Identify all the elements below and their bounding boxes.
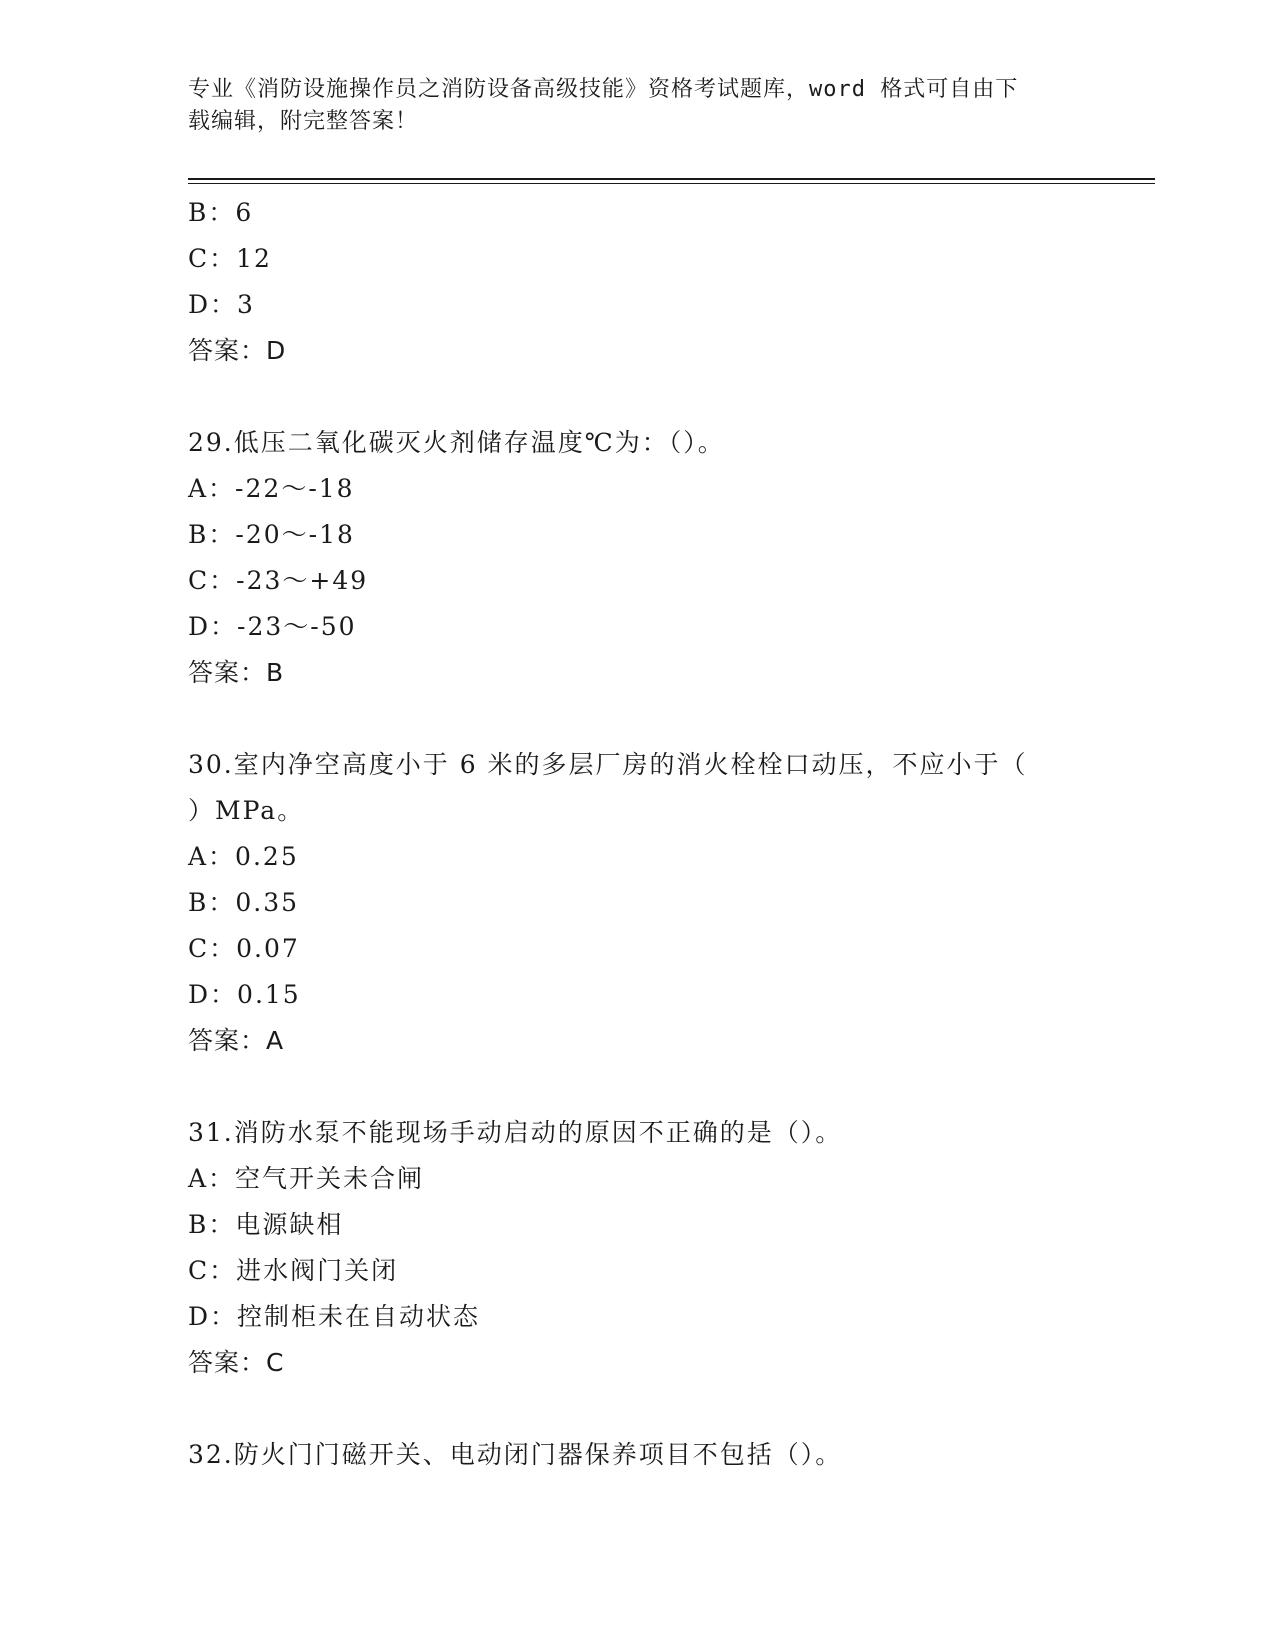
header-rule-thin: [188, 183, 1155, 184]
option-d: D：-23～-50: [188, 612, 357, 641]
header-rule-thick: [188, 178, 1155, 180]
option-c: C：进水阀门关闭: [188, 1256, 399, 1285]
option-d: D：0.15: [188, 980, 301, 1009]
option-b: B：电源缺相: [188, 1210, 344, 1239]
option-b: B：-20～-18: [188, 520, 355, 549]
option-d: D：3: [188, 290, 255, 319]
partial-question: [188, 190, 1088, 374]
question-list: [188, 190, 1088, 1478]
header-line-1: 专业《消防设施操作员之消防设备高级技能》资格考试题库，word 格式可自由下: [188, 77, 1019, 102]
question-text: 29.低压二氧化碳灭火剂储存温度℃为：（）。: [188, 428, 725, 457]
question-31: [188, 1110, 1088, 1386]
answer: 答案：C: [188, 1348, 285, 1377]
spacer: [188, 1386, 1088, 1432]
spacer: [188, 374, 1088, 420]
question-text: 32.防火门门磁开关、电动闭门器保养项目不包括（）。: [188, 1440, 843, 1469]
option-b: B：6: [188, 198, 254, 227]
option-d: D：控制柜未在自动状态: [188, 1302, 481, 1331]
answer: 答案：A: [188, 1026, 285, 1055]
option-c: C：-23～+49: [188, 566, 369, 595]
answer: 答案：D: [188, 336, 287, 365]
question-29: [188, 420, 1088, 696]
option-a: A：空气开关未合闸: [188, 1164, 425, 1193]
question-30: [188, 742, 1088, 1064]
spacer: [188, 696, 1088, 742]
document-header: [188, 74, 1088, 138]
option-a: A：-22～-18: [188, 474, 355, 503]
option-c: C：0.07: [188, 934, 300, 963]
spacer: [188, 1064, 1088, 1110]
answer: 答案：B: [188, 658, 285, 687]
question-32: [188, 1432, 1088, 1478]
option-b: B：0.35: [188, 888, 300, 917]
option-a: A：0.25: [188, 842, 299, 871]
header-line-2: 载编辑，附完整答案！: [188, 109, 419, 134]
question-text-continuation: ）MPa。: [188, 796, 305, 825]
question-text: 31.消防水泵不能现场手动启动的原因不正确的是（）。: [188, 1118, 843, 1147]
question-text: 30.室内净空高度小于 6 米的多层厂房的消火栓栓口动压，不应小于（: [188, 750, 1028, 779]
option-c: C：12: [188, 244, 272, 273]
